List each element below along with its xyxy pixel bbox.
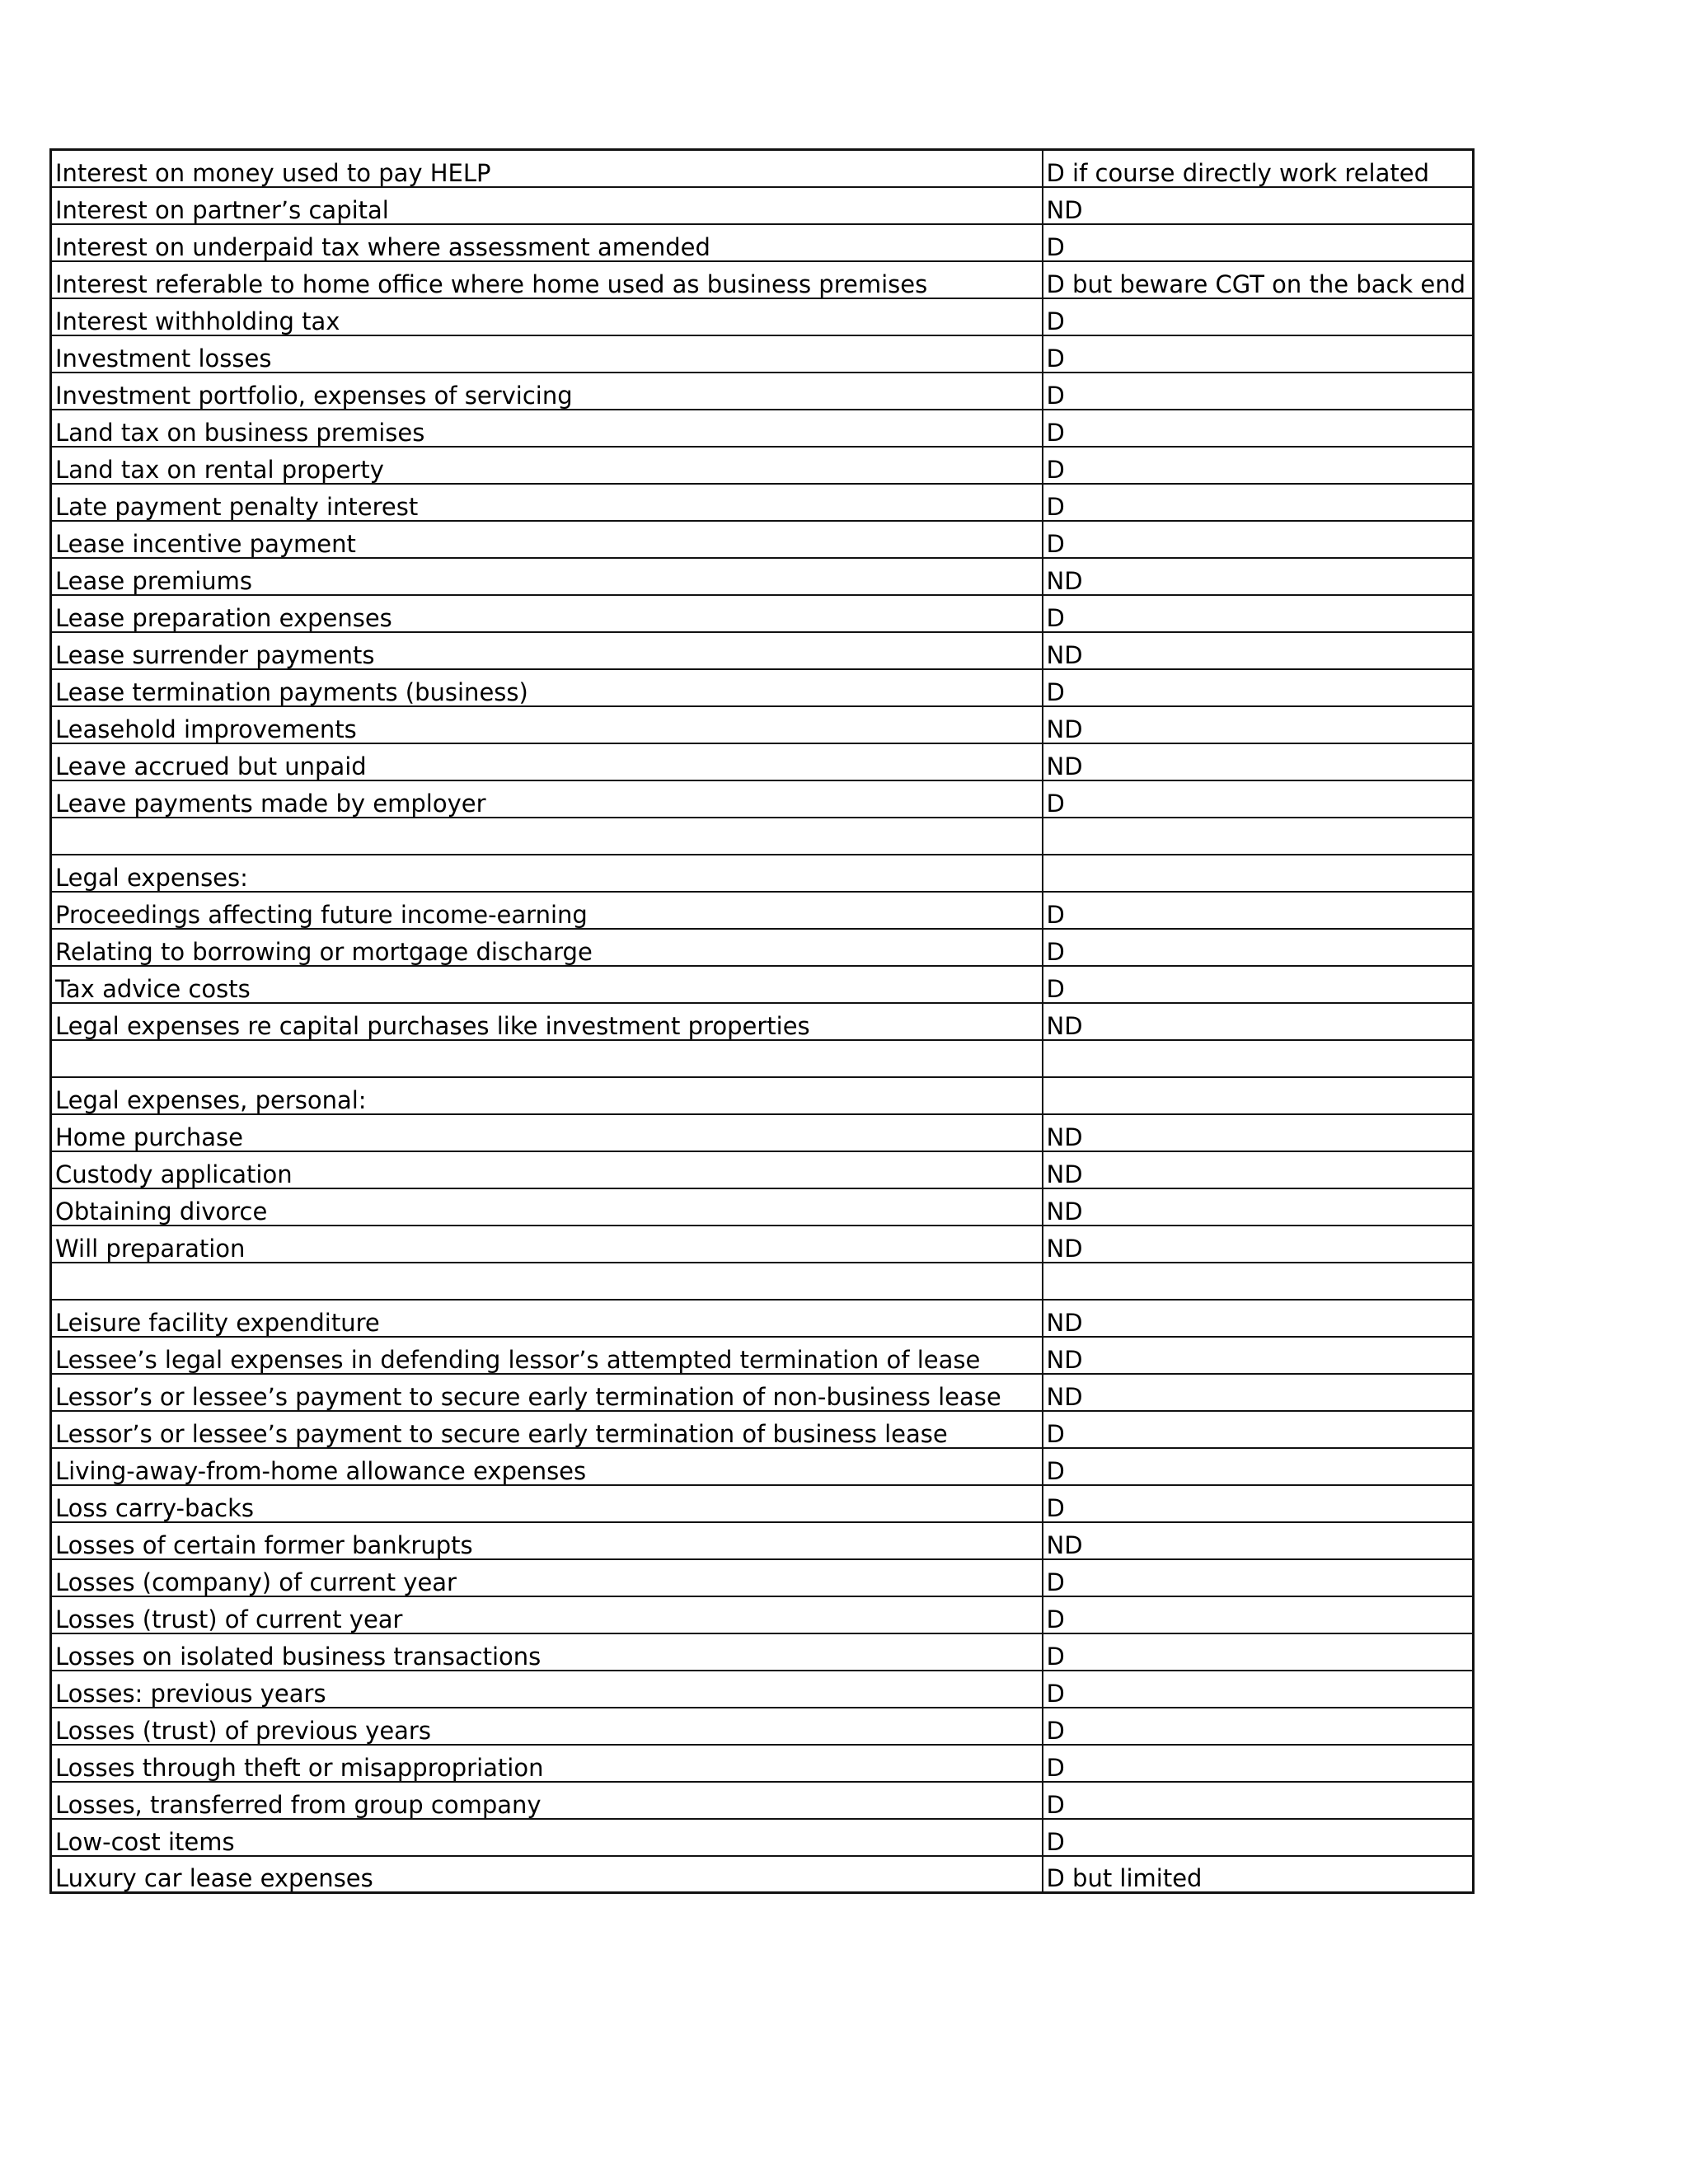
deductibility-cell: D xyxy=(1043,1819,1474,1856)
expense-item-cell: Living-away-from-home allowance expenses xyxy=(51,1448,1043,1485)
table-row xyxy=(51,447,1474,484)
deductibility-cell: D xyxy=(1043,410,1474,447)
deductibility-cell: D xyxy=(1043,669,1474,706)
expense-item-cell: Losses through theft or misappropriation xyxy=(51,1745,1043,1782)
expense-item-cell: Custody application xyxy=(51,1151,1043,1188)
table-row xyxy=(51,150,1474,187)
table-row xyxy=(51,818,1474,855)
expense-item-cell: Leave accrued but unpaid xyxy=(51,743,1043,780)
table-row xyxy=(51,855,1474,892)
expense-item-cell: Lessee’s legal expenses in defending lessor’s attempted termination of lease xyxy=(51,1337,1043,1374)
expense-item-cell: Interest on partner’s capital xyxy=(51,187,1043,224)
table-row xyxy=(51,521,1474,558)
table-row xyxy=(51,1188,1474,1226)
deductibility-cell: D xyxy=(1043,1671,1474,1708)
table-row xyxy=(51,187,1474,224)
expense-item-cell: Losses of certain former bankrupts xyxy=(51,1522,1043,1559)
table-row xyxy=(51,706,1474,743)
expense-item-cell: Legal expenses re capital purchases like investment properties xyxy=(51,1003,1043,1040)
table-row xyxy=(51,335,1474,373)
table-row xyxy=(51,929,1474,966)
deductibility-cell: ND xyxy=(1043,1226,1474,1263)
table-row xyxy=(51,558,1474,595)
table-row xyxy=(51,1077,1474,1114)
expense-item-cell: Low-cost items xyxy=(51,1819,1043,1856)
expense-item-cell: Relating to borrowing or mortgage discharge xyxy=(51,929,1043,966)
expense-item-cell: Lease preparation expenses xyxy=(51,595,1043,632)
expense-item-cell: Leasehold improvements xyxy=(51,706,1043,743)
deductibility-cell: D xyxy=(1043,1596,1474,1633)
table-row xyxy=(51,1448,1474,1485)
expense-item-cell xyxy=(51,818,1043,855)
table-row xyxy=(51,484,1474,521)
deductibility-cell: ND xyxy=(1043,1337,1474,1374)
deductibility-cell: ND xyxy=(1043,743,1474,780)
deductibility-cell: D xyxy=(1043,966,1474,1003)
deductibility-cell: D xyxy=(1043,335,1474,373)
deductibility-cell: D xyxy=(1043,1708,1474,1745)
deductibility-cell: ND xyxy=(1043,706,1474,743)
deductibility-cell: D xyxy=(1043,1411,1474,1448)
table-row xyxy=(51,1374,1474,1411)
deductibility-cell: D xyxy=(1043,1745,1474,1782)
deductibility-table xyxy=(49,148,1475,1894)
expense-item-cell: Investment losses xyxy=(51,335,1043,373)
table-row xyxy=(51,1003,1474,1040)
expense-item-cell: Interest withholding tax xyxy=(51,298,1043,335)
expense-item-cell: Proceedings affecting future income-earning xyxy=(51,892,1043,929)
deductibility-cell: D xyxy=(1043,1485,1474,1522)
table-row xyxy=(51,1522,1474,1559)
deductibility-cell: ND xyxy=(1043,1374,1474,1411)
expense-item-cell: Lease premiums xyxy=(51,558,1043,595)
table-row xyxy=(51,298,1474,335)
deductibility-cell: D xyxy=(1043,373,1474,410)
deductibility-cell: D xyxy=(1043,929,1474,966)
expense-item-cell: Home purchase xyxy=(51,1114,1043,1151)
table-row xyxy=(51,1300,1474,1337)
table-row xyxy=(51,1633,1474,1671)
expense-item-cell: Tax advice costs xyxy=(51,966,1043,1003)
deductibility-cell: ND xyxy=(1043,1003,1474,1040)
table-row xyxy=(51,1337,1474,1374)
deductibility-cell xyxy=(1043,1040,1474,1077)
table-row xyxy=(51,1671,1474,1708)
deductibility-cell: D xyxy=(1043,298,1474,335)
deductibility-cell xyxy=(1043,1263,1474,1300)
table-row xyxy=(51,1263,1474,1300)
table-row xyxy=(51,261,1474,298)
deductibility-cell: ND xyxy=(1043,1114,1474,1151)
table-row xyxy=(51,632,1474,669)
table-row xyxy=(51,1819,1474,1856)
table-row xyxy=(51,743,1474,780)
table-row xyxy=(51,1745,1474,1782)
expense-item-cell: Losses on isolated business transactions xyxy=(51,1633,1043,1671)
expense-item-cell: Late payment penalty interest xyxy=(51,484,1043,521)
deductibility-cell: D xyxy=(1043,1782,1474,1819)
expense-item-cell: Losses, transferred from group company xyxy=(51,1782,1043,1819)
deductibility-cell: D xyxy=(1043,892,1474,929)
expense-item-cell: Lease incentive payment xyxy=(51,521,1043,558)
table-row xyxy=(51,373,1474,410)
table-row xyxy=(51,669,1474,706)
deductibility-cell xyxy=(1043,818,1474,855)
expense-item-cell: Legal expenses, personal: xyxy=(51,1077,1043,1114)
deductibility-cell: D xyxy=(1043,1633,1474,1671)
expense-item-cell: Land tax on rental property xyxy=(51,447,1043,484)
deductibility-cell: D but beware CGT on the back end xyxy=(1043,261,1474,298)
table-row xyxy=(51,1151,1474,1188)
table-row xyxy=(51,410,1474,447)
table-row xyxy=(51,892,1474,929)
deductibility-cell xyxy=(1043,1077,1474,1114)
expense-item-cell xyxy=(51,1040,1043,1077)
deductibility-cell: D xyxy=(1043,484,1474,521)
table-row xyxy=(51,1708,1474,1745)
deductibility-cell: ND xyxy=(1043,1188,1474,1226)
table-row xyxy=(51,1856,1474,1893)
deductibility-cell: D if course directly work related xyxy=(1043,150,1474,187)
deductibility-cell: D xyxy=(1043,1448,1474,1485)
deductibility-cell: ND xyxy=(1043,1300,1474,1337)
table-row xyxy=(51,1114,1474,1151)
table-row xyxy=(51,1559,1474,1596)
expense-item-cell: Losses (trust) of previous years xyxy=(51,1708,1043,1745)
expense-item-cell: Losses: previous years xyxy=(51,1671,1043,1708)
expense-item-cell: Obtaining divorce xyxy=(51,1188,1043,1226)
table-row xyxy=(51,1596,1474,1633)
table-row xyxy=(51,1226,1474,1263)
deductibility-cell: D xyxy=(1043,521,1474,558)
expense-item-cell: Interest referable to home office where home used as business premises xyxy=(51,261,1043,298)
deductibility-cell: ND xyxy=(1043,187,1474,224)
expense-item-cell: Leave payments made by employer xyxy=(51,780,1043,818)
deductibility-cell: D but limited xyxy=(1043,1856,1474,1893)
deductibility-cell: D xyxy=(1043,780,1474,818)
expense-item-cell: Leisure facility expenditure xyxy=(51,1300,1043,1337)
deductibility-cell: D xyxy=(1043,595,1474,632)
deductibility-cell: ND xyxy=(1043,1151,1474,1188)
table-row xyxy=(51,780,1474,818)
table-row xyxy=(51,966,1474,1003)
deductibility-cell xyxy=(1043,855,1474,892)
deductibility-cell: ND xyxy=(1043,1522,1474,1559)
expense-item-cell: Lessor’s or lessee’s payment to secure early termination of business lease xyxy=(51,1411,1043,1448)
expense-item-cell: Losses (company) of current year xyxy=(51,1559,1043,1596)
table-row xyxy=(51,224,1474,261)
expense-item-cell: Interest on underpaid tax where assessment amended xyxy=(51,224,1043,261)
expense-item-cell: Loss carry-backs xyxy=(51,1485,1043,1522)
table-body xyxy=(51,150,1474,1893)
table-row xyxy=(51,595,1474,632)
deductibility-cell: ND xyxy=(1043,558,1474,595)
expense-item-cell: Land tax on business premises xyxy=(51,410,1043,447)
expense-item-cell: Losses (trust) of current year xyxy=(51,1596,1043,1633)
expense-item-cell: Lessor’s or lessee’s payment to secure early termination of non-business lease xyxy=(51,1374,1043,1411)
expense-item-cell: Luxury car lease expenses xyxy=(51,1856,1043,1893)
expense-item-cell: Lease surrender payments xyxy=(51,632,1043,669)
expense-item-cell: Lease termination payments (business) xyxy=(51,669,1043,706)
table-row xyxy=(51,1485,1474,1522)
table-row xyxy=(51,1040,1474,1077)
expense-item-cell: Will preparation xyxy=(51,1226,1043,1263)
table-row xyxy=(51,1411,1474,1448)
deductibility-cell: ND xyxy=(1043,632,1474,669)
table-row xyxy=(51,1782,1474,1819)
expense-item-cell xyxy=(51,1263,1043,1300)
deductibility-cell: D xyxy=(1043,447,1474,484)
expense-item-cell: Legal expenses: xyxy=(51,855,1043,892)
deductibility-cell: D xyxy=(1043,1559,1474,1596)
expense-item-cell: Investment portfolio, expenses of servicing xyxy=(51,373,1043,410)
deductibility-cell: D xyxy=(1043,224,1474,261)
expense-item-cell: Interest on money used to pay HELP xyxy=(51,150,1043,187)
